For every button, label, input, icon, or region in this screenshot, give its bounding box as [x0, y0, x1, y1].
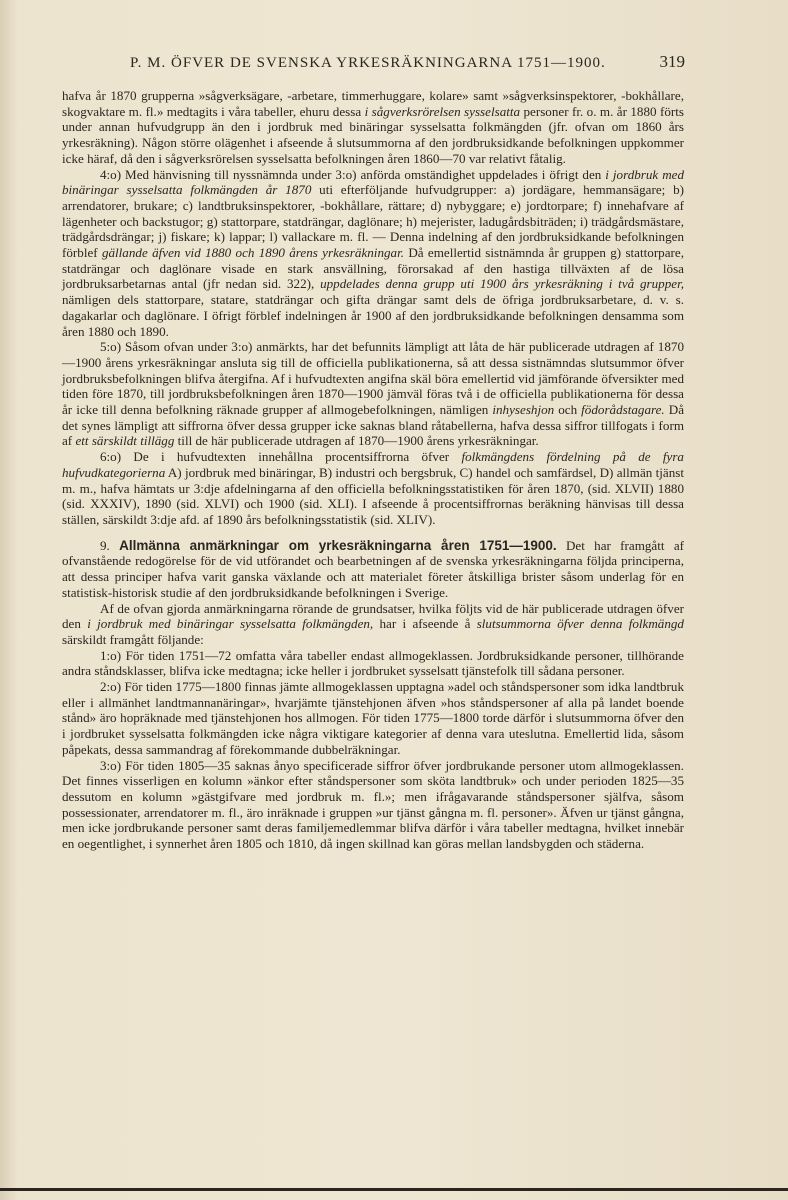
- italic-run: gällande äfven vid 1880 och 1890 årens yrkesräkningar.: [101, 245, 405, 261]
- paragraph-1: [62, 88, 684, 167]
- text-run: 6:o) De i hufvudtexten innehållna procentsiffrorna öfver: [100, 449, 462, 465]
- text-run: Af de ofvan gjorda anmärkningarna rörande de grundsatser, hvilka följts vid de här publicerade utdragen öfver den: [62, 600, 684, 632]
- paragraph-5o: [62, 339, 684, 449]
- text-run: har i afseende å: [373, 616, 477, 632]
- text-run: personer fr. o. m. år 1880 förts under annan hufvudgrupp än den i jordbruk med binäringar sysselsatta folkmängden (jfr. ofvan om 1860 års yrkesräkning). Någon större olägenhet i afseende å slutsummorna af den jordbruksidkande befolkningen uppkommer icke häraf, då den i sågverksrörelsen sysselsatta befolkningen åren 1860—70 var relativt fåtalig.: [62, 103, 684, 166]
- section-number: 9.: [100, 537, 110, 553]
- text-run: A) jordbruk med binäringar, B) industri och bergsbruk, C) handel och samfärdsel, D) allmän tjänst m. m., hafva hämtats ur 3:dje afdelningarna af den officiella befolkningsstatistiken för åren 1870, (sid. XLVII) 1880 (sid. XXXIV), 1890 (sid. XLVI) och 1900 (sid. XLI). I afseende å procentsiffrornas beräkning hänvisas till dessa ställen, särskildt 3:dje afd. af 1890 års befolkningsstatistik (sid. XLIV).: [62, 464, 684, 527]
- italic-run: slutsummorna öfver denna folkmängd: [476, 616, 684, 632]
- paragraph-remarks: [62, 601, 684, 648]
- paragraph-4o: [62, 167, 684, 340]
- text-run: särskildt framgått följande:: [62, 631, 204, 647]
- italic-run: folkmängdens fördelning på de fyra hufvudkategorierna: [62, 449, 684, 480]
- text-run: Då det synes lämpligt att siffrorna öfver dessa grupper icke saknas bland råtabellerna, hafva dessa siffror tillfogats i form af: [62, 402, 685, 449]
- text-run: Det har framgått af ofvanstående redogörelse för de vid utförandet och bearbetningen af de svenska yrkesräkningarna följda principerna, att dessa principer hafva varit ganska växlande och att materialet företer åtskilliga brister såsom underlag för en statistisk-historisk studie af den jordbruksidkande befolkningen i Sverige.: [62, 537, 684, 600]
- text-run: nämligen dels stattorpare, statare, statdrängar och gifta drängar samt dels de öfriga jordbruksarbetare, d. v. s. dagakarlar och daglönare. I öfrigt förblef indelningen år 1900 af den jordbruksidkande befolkningen densamma som åren 1880 och 1890.: [62, 292, 684, 339]
- paragraph-6o: [62, 449, 684, 528]
- italic-run: födorådstagare.: [581, 402, 665, 418]
- text-run: hafva år 1870 grupperna »sågverksägare, -arbetare, timmerhuggare, kolare» samt »sågverksinspektorer, -bokhållare, skogvaktare m. fl.» medtagits i våra tabeller, ehuru dessa: [62, 88, 684, 119]
- text-run: 4:o) Med hänvisning till nyssnämnda under 3:o) anförda omständighet uppdelades i öfrigt den: [100, 166, 606, 182]
- paragraph-3o: 3:o) För tiden 1805—35 saknas ånyo specificerade siffror öfver jordbrukande personer utom allmogeklassen. Det finnes visserligen en kolumn »änkor efter ståndspersoner som sköta landtbruk» och under perioden 1825—35 dessutom en kolumn »gästgifvare med jordbruk m. fl.»; men ifrågavarande ståndspersoner själfva, såsom possessionater, arrendatorer m. fl., äro inräknade i gruppen »ur tjänst gångna m. fl. personer». Äfven ur tjänst gångna, men icke jordbrukande personer samt deras familjemedlemmar blifva därför i våra tabeller medtagna, hvilket innebär en oegentlighet, i synnerhet åren 1805 och 1810, då ingen skillnad kan göras mellan landsbygden och städerna.: [62, 757, 684, 852]
- paragraph-2o: 2:o) För tiden 1775—1800 finnas jämte allmogeklassen upptagna »adel och ståndspersoner som idka landtbruk eller i allmänhet landtmannanäringar», hvarjämte tjänstehjonen äfven »hos ståndspersoner af alla på landet boende stånd» äro hopräknade med tjänstehjonen hos allmogen. För tiden 1775—1800 torde därför i slutsummorna öfver den i jordbruket sysselsatta folkmängden icke några viktigare kategorier af denna vara uteslutna. Emellertid lida, såsom påpekats, dessa sammandrag af förekommande dubbelräkningar.: [62, 679, 684, 757]
- page-number: 319: [659, 52, 685, 71]
- running-header: [130, 52, 685, 72]
- text-run: och: [554, 402, 582, 418]
- text-run: till de här publicerade utdragen af 1870—1900 årens yrkesräkningar.: [174, 433, 539, 449]
- italic-run: i jordbruk med binäringar sysselsatta folkmängden,: [87, 616, 374, 632]
- paragraph-1o: 1:o) För tiden 1751—72 omfatta våra tabeller endast allmogeklassen. Jordbruksidkande personer, tillhörande andra ståndsklasser, blifva icke medtagna; icke heller i jordbruket sysselsatt tjänstefolk till sådana personer.: [62, 647, 684, 679]
- italic-run: inhyseshjon: [492, 402, 555, 418]
- section-9: [62, 538, 684, 601]
- italic-run: ett särskildt tillägg: [75, 433, 175, 449]
- italic-run: i jordbruk med binäringar sysselsatta folkmängden år 1870: [62, 166, 685, 198]
- text-run: uti efterföljande hufvudgrupper: a) jordägare, hemmansägare; b) arrendatorer, brukare; c) landtbruksinspektorer, -bokhållare, rättare; d) nybyggare; e) jordtorpare; f) innehafvare af lägenheter och backstugor; g) stattorpare, statdrängar, daglönare; h) mejerister, ladugårdsbiträden; i) trädgårdsmästare, trädgårdsdrängar; j) fiskare; k) lappar; l) vallackare m. fl. — Denna indelning af den jordbruksidkande befolkningen förblef: [62, 182, 684, 261]
- italic-run: i sågverksrörelsen sysselsatta: [364, 103, 521, 119]
- running-title: P. M. ÖFVER DE SVENSKA YRKESRÄKNINGARNA 1751—1900.: [130, 55, 606, 71]
- section-heading: Allmänna anmärkningar om yrkesräkningarna åren 1751—1900.: [119, 537, 557, 553]
- bottom-edge-rule: [0, 1188, 788, 1191]
- page-body: [62, 88, 684, 852]
- text-run: Då emellertid sistnämnda år gruppen g) stattorpare, statdrängar och daglönare visade en stark ansvällning, förorsakad af den hastiga tillväxten af de lösa jordbruksarbetarnas antal (jfr nedan sid. 322),: [62, 245, 684, 292]
- italic-run: uppdelades denna grupp uti 1900 års yrkesräkning i två grupper,: [320, 276, 684, 292]
- text-run: 5:o) Såsom ofvan under 3:o) anmärkts, har det befunnits lämpligt att låta de här publicerade utdragen af 1870—1900 årens yrkesräkningar ansluta sig till de officiella publikationerna, så att dessa sistnämndas slutsummor öfver jordbruksbefolkningen blifva återgifna. Af i hufvudtexten angifna skäl böra emellertid vid jämförande öfversikter med tiden före 1870, till jordbruksbefolkningen åren 1870—1900 jämväl föras två i de officiella publikationerna för dessa år icke till denna befolkning räknade grupper af allmogebefolkningen, nämligen: [62, 339, 684, 418]
